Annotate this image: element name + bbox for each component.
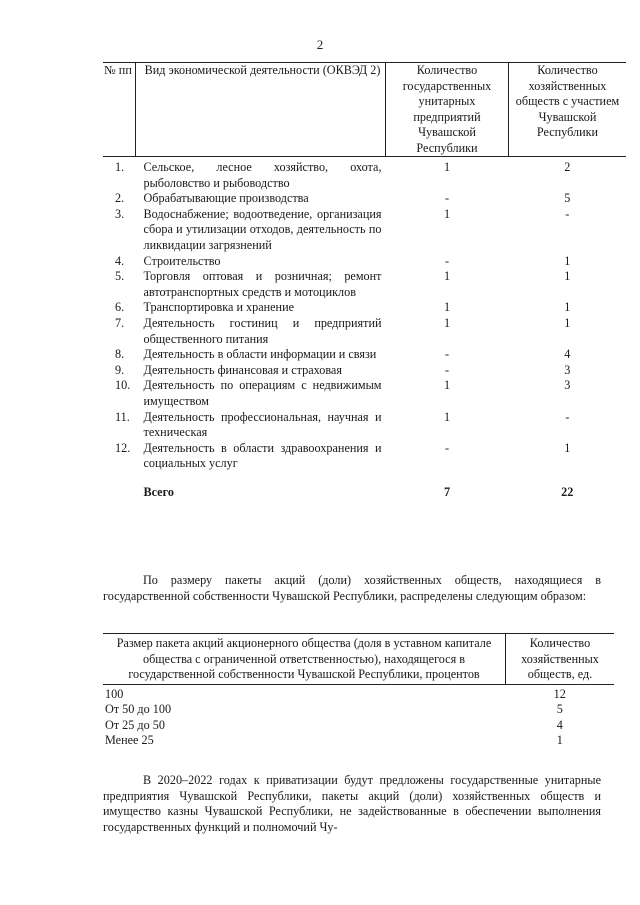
total-row [103, 472, 626, 501]
row-number: 2. [115, 191, 125, 206]
row-company-count: 12 [553, 686, 566, 701]
table-row [103, 410, 626, 441]
row-business-value: 1 [564, 300, 571, 315]
header-business-count: Количество хозяйственных обществ с участием Чувашской Республики [509, 63, 627, 157]
table-row [103, 702, 614, 718]
row-activity: Торговля оптовая и розничная; ремонт автотранспортных средств и мотоциклов [143, 269, 382, 299]
table-header-row [103, 63, 626, 157]
row-unitary-value: 1 [443, 378, 451, 393]
row-unitary-value: - [444, 191, 450, 206]
table-row [103, 347, 626, 363]
total-business-value: 22 [561, 484, 574, 499]
row-business-value: 1 [564, 440, 571, 455]
table-row [103, 191, 626, 207]
row-number: 6. [115, 300, 125, 315]
row-unitary-value: 1 [443, 315, 451, 330]
row-share-size: От 50 до 100 [105, 702, 172, 717]
row-business-value: 5 [564, 191, 571, 206]
row-activity: Водоснабжение; водоотведение, организация сбора и утилизации отходов, деятельность по ликвидации загрязнений [143, 206, 382, 252]
row-activity: Деятельность в области здравоохранения и социальных услуг [143, 440, 382, 471]
row-activity: Обрабатывающие производства [143, 191, 309, 206]
row-business-value: 1 [564, 253, 571, 268]
row-unitary-value: - [444, 347, 450, 362]
paragraph-share-distribution: По размеру пакеты акций (доли) хозяйственных обществ, находящиеся в государственной собственности Чувашской Республики, распределены следующим образом: [103, 573, 601, 603]
row-activity: Деятельность гостиниц и предприятий общественного питания [143, 315, 382, 346]
row-unitary-value: 1 [443, 160, 451, 174]
table-row [103, 269, 626, 300]
row-number: 5. [115, 269, 125, 284]
table-row [103, 207, 626, 254]
row-activity: Транспортировка и хранение [143, 300, 294, 315]
row-number: 8. [115, 347, 125, 362]
row-number: 9. [115, 362, 125, 377]
row-business-value: 3 [564, 362, 571, 377]
row-number: 3. [115, 206, 125, 221]
table-row [103, 254, 626, 270]
total-unitary-value: 7 [443, 484, 451, 499]
row-share-size: От 25 до 50 [105, 717, 165, 732]
row-activity: Деятельность по операциям с недвижимым имуществом [143, 378, 382, 408]
paragraph-privatization: В 2020–2022 годах к приватизации будут предложены государственные унитарные предприятия Чувашской Республики, пакеты акций (доли) хозяйственных обществ и имущество казны Чувашской Республики, не задействованные в обеспечении выполнения государственных функций и полномочий Чу- [103, 773, 601, 834]
row-business-value: 1 [564, 315, 571, 330]
table-row [103, 378, 626, 409]
row-unitary-value: - [444, 440, 450, 455]
row-company-count: 5 [556, 702, 563, 717]
row-number: 10. [115, 378, 131, 393]
table-row [103, 684, 614, 702]
header-share-size: Размер пакета акций акционерного общества (доля в уставном капитале общества с ограниченной ответственностью), находящегося в государственной собственности Чувашской Республики, процентов [116, 636, 492, 681]
table-row [103, 316, 626, 347]
row-number: 12. [115, 440, 131, 455]
table-header-row [103, 634, 614, 685]
row-number: 4. [115, 253, 125, 268]
row-unitary-value: 1 [443, 300, 451, 315]
row-business-value: 1 [564, 269, 571, 284]
row-activity: Деятельность профессиональная, научная и техническая [143, 409, 382, 440]
economic-activity-table [103, 62, 626, 500]
header-number: № пп [104, 63, 132, 77]
row-number: 1. [115, 160, 125, 174]
table-row [103, 300, 626, 316]
total-label: Всего [143, 484, 174, 499]
header-activity: Вид экономической деятельности (ОКВЭД 2) [136, 63, 386, 157]
row-unitary-value: 1 [443, 269, 451, 284]
table-row [103, 157, 626, 192]
row-unitary-value: - [444, 362, 450, 377]
row-business-value: 2 [564, 160, 571, 174]
share-size-table [103, 633, 614, 749]
header-unitary-count: Количество государственных унитарных предприятий Чувашской Республики [386, 63, 509, 157]
row-activity: Деятельность в области информации и связи [143, 347, 377, 362]
row-unitary-value: 1 [443, 206, 451, 221]
table-row [103, 441, 626, 472]
page-number: 2 [316, 37, 324, 52]
row-business-value: 4 [564, 347, 571, 362]
table-row [103, 718, 614, 734]
row-unitary-value: 1 [443, 409, 451, 424]
row-company-count: 1 [556, 733, 563, 748]
row-company-count: 4 [556, 717, 563, 732]
row-unitary-value: - [444, 253, 450, 268]
row-activity: Строительство [143, 253, 221, 268]
table-row [103, 363, 626, 379]
row-share-size: Менее 25 [105, 733, 154, 748]
row-business-value: - [565, 206, 570, 221]
row-activity: Деятельность финансовая и страховая [143, 362, 342, 377]
row-share-size: 100 [105, 686, 124, 701]
header-company-count: Количество хозяйственных обществ, ед. [506, 634, 615, 685]
row-business-value: - [565, 409, 570, 424]
row-number: 11. [115, 409, 130, 424]
row-business-value: 3 [564, 378, 571, 393]
table-row [103, 733, 614, 749]
row-activity: Сельское, лесное хозяйство, охота, рыболовство и рыбоводство [143, 160, 382, 190]
row-number: 7. [115, 315, 125, 330]
